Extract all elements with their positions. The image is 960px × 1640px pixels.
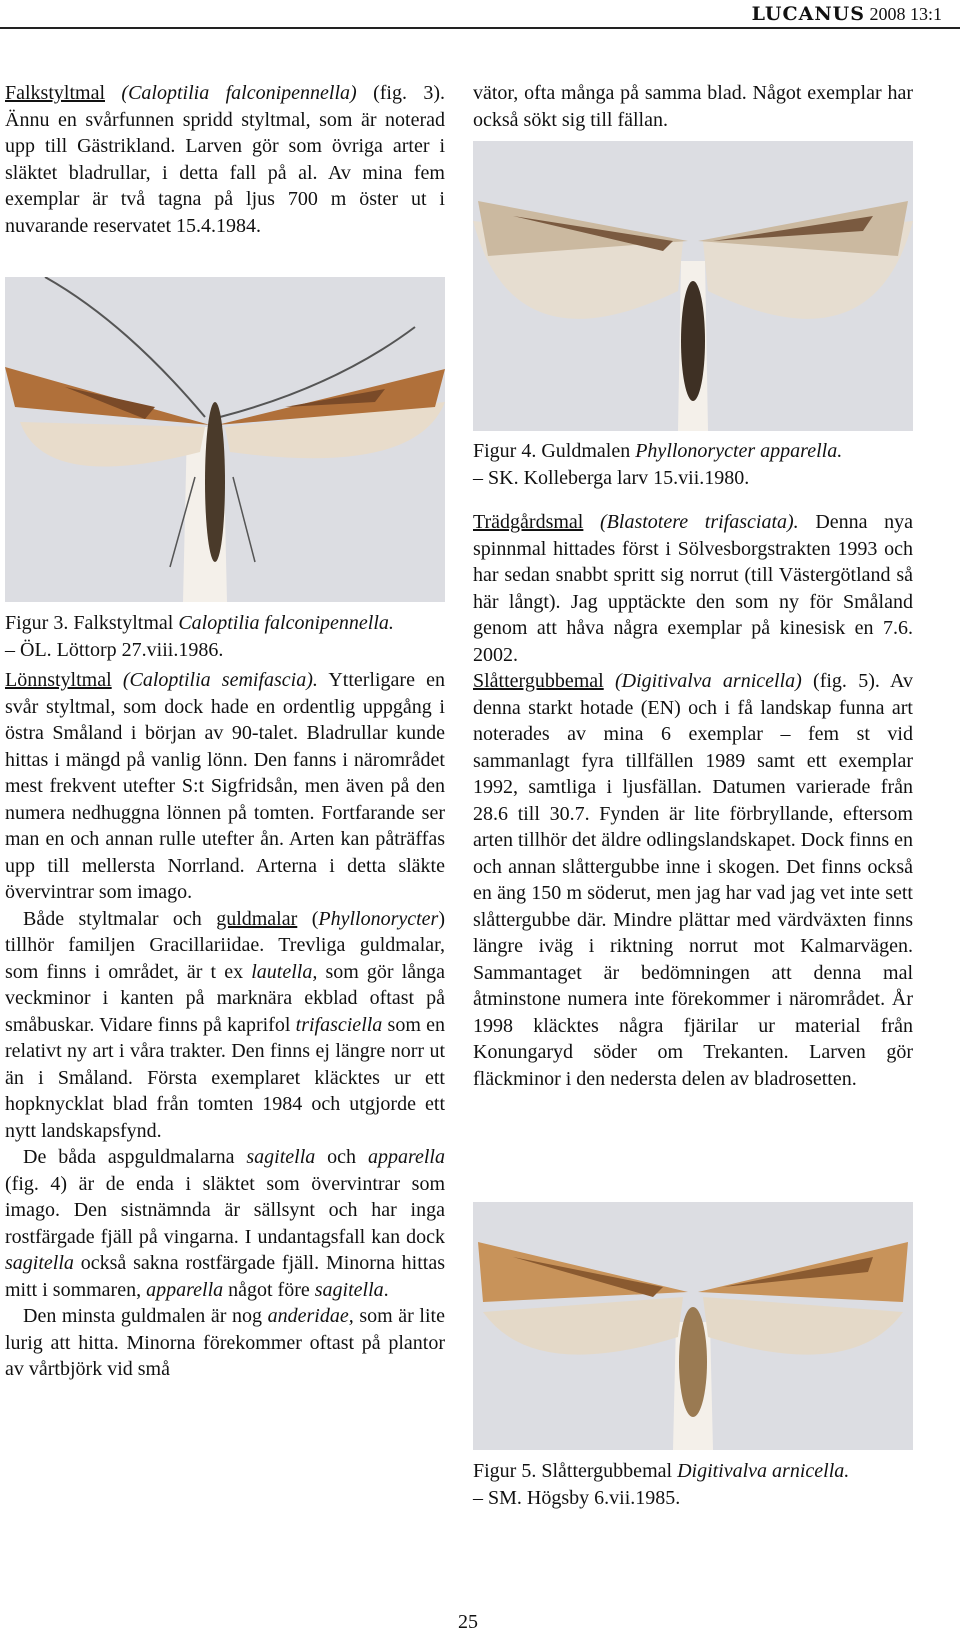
left-column-bottom [5,610,445,1383]
latin-name: sagitella [246,1146,316,1168]
figure-4-caption [473,438,913,491]
caption-label: Figur 5. Slåttergubbemal [473,1460,678,1482]
text-run-underlined: guldmalar [216,907,298,930]
page-number: 25 [458,1611,478,1633]
species-latin: (Caloptilia semifascia). [122,669,318,691]
right-column-top [473,80,913,133]
text-run: Både styltmalar och [23,907,217,930]
figure-5-caption-block [473,1458,913,1511]
text-run: och [315,1146,368,1168]
species-latin: (Blastotere trifasciata). [600,511,799,533]
caption-latin: Phyllonorycter apparella. [635,440,843,462]
caption-locality: – SM. Högsby 6.vii.1985. [473,1486,681,1509]
journal-name: LUCANUS [751,3,865,25]
running-header [752,4,942,24]
figure-5-caption [473,1458,913,1511]
latin-name: sagitella [5,1252,74,1274]
text-run: (fig. 4) är de enda i släktet som övervintrar som imago. Den sistnämnda är sällsynt och har inga rostfärgade fjäll på vingarna. I undantagsfall kan dock [5,1172,445,1248]
text-run: något före [223,1278,315,1301]
caption-locality: – ÖL. Löttorp 27.viii.1986. [5,638,224,661]
species-name: Trädgårdsmal [473,511,584,533]
paragraph-lonnstyltmal [5,667,445,906]
paragraph-aspguldmalar [5,1144,445,1303]
paragraph-tradgardsmal [473,509,913,668]
figure-5-photo [473,1202,913,1450]
paragraph-text: Ytterligare en svår styltmal, som dock hade en ordentlig uppgång i östra Småland i början av 90-talet. Bladrullar kunde hittas i mängd på vanlig lönn. Den fanns i närområdet mest frekvent utefter S:t Sigfridsån, men även på den numera nedhuggna lönnen på tomten. Fortfarande ser man en och annan rulle utefter ån. Arten kan påträffas upp till mellersta Norrland. Arterna i detta släkte övervintrar som imago. [5,669,445,903]
text-run: som är lite lurig att hitta. Minorna förekommer oftast på plantor av vårtbjörk vid små [5,1305,445,1380]
left-column-top [5,80,445,239]
paragraph-falkstyltmal [5,80,445,239]
text-run: De båda aspguldmalarna [23,1146,247,1168]
caption-latin: Caloptilia falconipennella. [178,612,394,634]
species-name: Falkstyltmal [5,82,105,104]
figure-4-photo [473,141,913,431]
text-run: ) tillhör familjen Gracillariidae. Trevliga guldmalar, som finns i området, är t ex [5,907,445,983]
paragraph-anderidae [5,1303,445,1383]
latin-name: Phyllonorycter [318,907,439,930]
caption-latin: Digitivalva arnicella. [677,1460,850,1482]
latin-name: anderidae, [267,1305,354,1327]
paragraph-text: (fig. 3). Ännu en svårfunnen spridd styltmal, som är noterad upp till Gästrikland. Larven gör som övriga arter i släktet bladrullar, i detta fall på al. Av mina fem exemplar är två tagna på ljus 700 m öster ut i nuvarande reservatet 15.4.1984. [5,82,446,237]
right-column-bottom [473,438,913,1092]
text-run: också sakna rostfärgade fjäll. Minorna hittas mitt i sommaren, [5,1252,445,1301]
species-name: Lönnstyltmal [5,669,112,691]
figure-3-photo [5,277,445,602]
latin-name: sagitella [314,1278,384,1301]
latin-name: trifasciella [295,1013,383,1036]
latin-name: lautella, [251,960,318,983]
latin-name: apparella [367,1146,445,1168]
paragraph-continued: vätor, ofta många på samma blad. Något exemplar har också sökt sig till fällan. [473,82,913,131]
text-run: Den minsta guldmalen är nog [23,1305,268,1327]
latin-name: apparella [146,1278,224,1301]
text-run: . [383,1278,389,1301]
caption-label: Figur 3. Falkstyltmal [5,612,179,634]
text-run: som gör långa veckminor i kanten på marknära ekblad oftast på småbuskar. Vidare finns på kaprifol [5,960,445,1036]
text-run: ( [297,907,319,930]
paragraph-text: (fig. 5). Av denna starkt hotade (EN) och i få landskap funna art noterades av mina 6 exemplar – fem st vid sammanlagt fyra tillfällen 1989 samt ett exemplar 1992, samtliga i ljusfällan. Datumen varierade från 28.6 till 30.7. Fynden är lite förbryllande, eftersom arten tillhör det äldre odlingslandskapet. Dock finns en och annan slåttergubbe inne i skogen. Det finns också en äng 150 m söderut, men jag har vad jag vet inte sett slåttergubbe där. Mindre plättar med värdväxten finns längre iväg i riktning norrut mot Kalmarvägen. Sammantaget är bedömningen att denna mal åtminstone numera inte förekommer i närområdet. År 1998 kläcktes några fjärilar ur material från Konungaryd söder om Trekanten. Larven gör fläckminor i den nedersta delen av bladrosetten. [473,670,913,1090]
caption-label: Figur 4. Guldmalen [473,440,636,462]
paragraph-slattergubbemal [473,668,913,1092]
header-rule [0,27,960,29]
text-run: som en relativt ny art i våra trakter. Den finns ej längre norr ut än i Småland. Första exemplaret kläcktes ur ett hopknycklat blad från tomten 1984 och utgjorde ett nytt landskapsfynd. [5,1013,445,1142]
species-latin: (Digitivalva arnicella) [615,670,802,692]
paragraph-guldmalar [5,906,445,1145]
figure-3-caption [5,610,445,663]
species-name: Slåttergubbemal [473,670,604,692]
issue-info: 2008 13:1 [869,4,942,24]
paragraph-text: Denna nya spinnmal hittades först i Sölvesborgstrakten 1993 och har sedan snabbt spritt sig norrut (till Västergötland så här långt). Jag upptäckte den som ny för Småland genom att håva några exemplar på kinesisk en 7.6. 2002. [473,511,914,666]
species-latin: (Caloptilia falconipennella) [121,82,357,104]
caption-locality: – SK. Kolleberga larv 15.vii.1980. [473,466,750,489]
